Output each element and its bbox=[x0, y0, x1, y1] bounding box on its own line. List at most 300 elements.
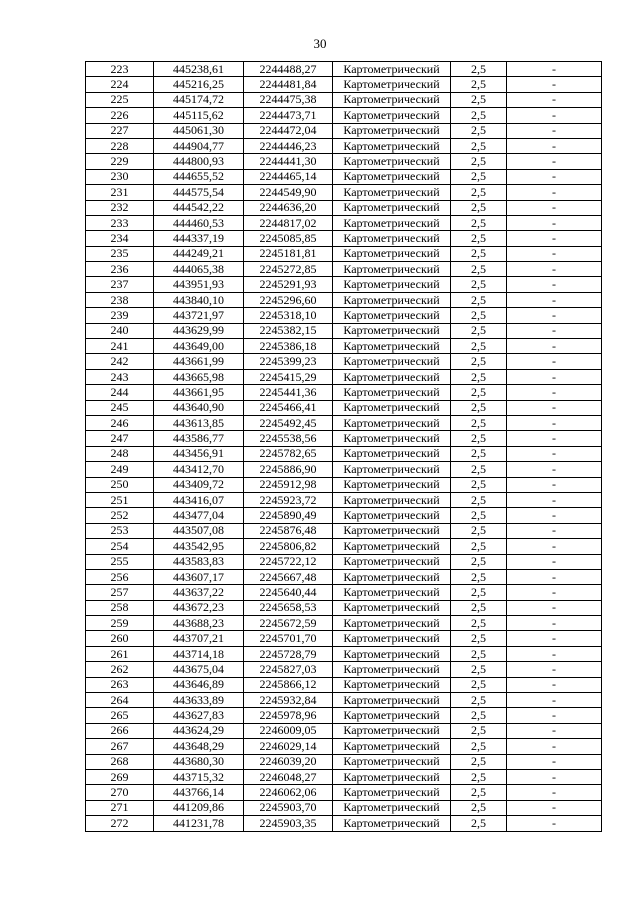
y-coordinate-cell: 2244441,30 bbox=[244, 154, 333, 169]
y-coordinate-cell: 2245399,23 bbox=[244, 354, 333, 369]
point-number-cell: 263 bbox=[86, 677, 154, 692]
method-cell: Картометрический bbox=[333, 277, 451, 292]
accuracy-cell: 2,5 bbox=[451, 446, 507, 461]
table-row bbox=[86, 569, 602, 584]
point-number-cell: 243 bbox=[86, 369, 154, 384]
table-row bbox=[86, 308, 602, 323]
accuracy-cell: 2,5 bbox=[451, 339, 507, 354]
method-cell: Картометрический bbox=[333, 339, 451, 354]
x-coordinate-cell: 443680,30 bbox=[154, 754, 244, 769]
y-coordinate-cell: 2245782,65 bbox=[244, 446, 333, 461]
accuracy-cell: 2,5 bbox=[451, 77, 507, 92]
method-cell: Картометрический bbox=[333, 646, 451, 661]
x-coordinate-cell: 443613,85 bbox=[154, 415, 244, 430]
method-cell: Картометрический bbox=[333, 185, 451, 200]
accuracy-cell: 2,5 bbox=[451, 92, 507, 107]
accuracy-cell: 2,5 bbox=[451, 739, 507, 754]
x-coordinate-cell: 443688,23 bbox=[154, 616, 244, 631]
point-number-cell: 237 bbox=[86, 277, 154, 292]
note-cell: - bbox=[507, 77, 602, 92]
point-number-cell: 238 bbox=[86, 292, 154, 307]
accuracy-cell: 2,5 bbox=[451, 693, 507, 708]
point-number-cell: 252 bbox=[86, 508, 154, 523]
accuracy-cell: 2,5 bbox=[451, 769, 507, 784]
accuracy-cell: 2,5 bbox=[451, 123, 507, 138]
accuracy-cell: 2,5 bbox=[451, 569, 507, 584]
method-cell: Картометрический bbox=[333, 354, 451, 369]
method-cell: Картометрический bbox=[333, 246, 451, 261]
accuracy-cell: 2,5 bbox=[451, 477, 507, 492]
x-coordinate-cell: 444249,21 bbox=[154, 246, 244, 261]
note-cell: - bbox=[507, 446, 602, 461]
method-cell: Картометрический bbox=[333, 231, 451, 246]
table-row bbox=[86, 739, 602, 754]
x-coordinate-cell: 445216,25 bbox=[154, 77, 244, 92]
note-cell: - bbox=[507, 662, 602, 677]
point-number-cell: 250 bbox=[86, 477, 154, 492]
x-coordinate-cell: 444904,77 bbox=[154, 138, 244, 153]
table-row bbox=[86, 138, 602, 153]
table-row bbox=[86, 415, 602, 430]
table-row bbox=[86, 185, 602, 200]
table-row bbox=[86, 277, 602, 292]
point-number-cell: 251 bbox=[86, 492, 154, 507]
note-cell: - bbox=[507, 108, 602, 123]
method-cell: Картометрический bbox=[333, 693, 451, 708]
accuracy-cell: 2,5 bbox=[451, 508, 507, 523]
table-row bbox=[86, 662, 602, 677]
x-coordinate-cell: 443409,72 bbox=[154, 477, 244, 492]
x-coordinate-cell: 443714,18 bbox=[154, 646, 244, 661]
accuracy-cell: 2,5 bbox=[451, 492, 507, 507]
note-cell: - bbox=[507, 492, 602, 507]
x-coordinate-cell: 441209,86 bbox=[154, 800, 244, 815]
note-cell: - bbox=[507, 708, 602, 723]
x-coordinate-cell: 444542,22 bbox=[154, 200, 244, 215]
point-number-cell: 253 bbox=[86, 523, 154, 538]
y-coordinate-cell: 2245876,48 bbox=[244, 523, 333, 538]
point-number-cell: 247 bbox=[86, 431, 154, 446]
note-cell: - bbox=[507, 739, 602, 754]
accuracy-cell: 2,5 bbox=[451, 292, 507, 307]
method-cell: Картометрический bbox=[333, 77, 451, 92]
accuracy-cell: 2,5 bbox=[451, 246, 507, 261]
table-row bbox=[86, 385, 602, 400]
y-coordinate-cell: 2245386,18 bbox=[244, 339, 333, 354]
table-row bbox=[86, 708, 602, 723]
x-coordinate-cell: 443629,99 bbox=[154, 323, 244, 338]
note-cell: - bbox=[507, 585, 602, 600]
point-number-cell: 254 bbox=[86, 539, 154, 554]
y-coordinate-cell: 2245978,96 bbox=[244, 708, 333, 723]
x-coordinate-cell: 443766,14 bbox=[154, 785, 244, 800]
note-cell: - bbox=[507, 339, 602, 354]
point-number-cell: 241 bbox=[86, 339, 154, 354]
note-cell: - bbox=[507, 154, 602, 169]
accuracy-cell: 2,5 bbox=[451, 385, 507, 400]
point-number-cell: 234 bbox=[86, 231, 154, 246]
note-cell: - bbox=[507, 246, 602, 261]
x-coordinate-cell: 443640,90 bbox=[154, 400, 244, 415]
table-row bbox=[86, 123, 602, 138]
note-cell: - bbox=[507, 431, 602, 446]
note-cell: - bbox=[507, 816, 602, 831]
y-coordinate-cell: 2245903,35 bbox=[244, 816, 333, 831]
accuracy-cell: 2,5 bbox=[451, 369, 507, 384]
y-coordinate-cell: 2245890,49 bbox=[244, 508, 333, 523]
y-coordinate-cell: 2245672,59 bbox=[244, 616, 333, 631]
point-number-cell: 245 bbox=[86, 400, 154, 415]
point-number-cell: 266 bbox=[86, 723, 154, 738]
x-coordinate-cell: 444337,19 bbox=[154, 231, 244, 246]
table-row bbox=[86, 616, 602, 631]
table-row bbox=[86, 631, 602, 646]
note-cell: - bbox=[507, 400, 602, 415]
y-coordinate-cell: 2245903,70 bbox=[244, 800, 333, 815]
table-row bbox=[86, 693, 602, 708]
x-coordinate-cell: 443416,07 bbox=[154, 492, 244, 507]
accuracy-cell: 2,5 bbox=[451, 308, 507, 323]
note-cell: - bbox=[507, 308, 602, 323]
point-number-cell: 255 bbox=[86, 554, 154, 569]
method-cell: Картометрический bbox=[333, 600, 451, 615]
method-cell: Картометрический bbox=[333, 215, 451, 230]
point-number-cell: 228 bbox=[86, 138, 154, 153]
table-row bbox=[86, 262, 602, 277]
point-number-cell: 244 bbox=[86, 385, 154, 400]
y-coordinate-cell: 2244481,84 bbox=[244, 77, 333, 92]
note-cell: - bbox=[507, 169, 602, 184]
method-cell: Картометрический bbox=[333, 569, 451, 584]
point-number-cell: 269 bbox=[86, 769, 154, 784]
y-coordinate-cell: 2246048,27 bbox=[244, 769, 333, 784]
note-cell: - bbox=[507, 569, 602, 584]
y-coordinate-cell: 2244473,71 bbox=[244, 108, 333, 123]
accuracy-cell: 2,5 bbox=[451, 800, 507, 815]
note-cell: - bbox=[507, 523, 602, 538]
note-cell: - bbox=[507, 415, 602, 430]
note-cell: - bbox=[507, 693, 602, 708]
x-coordinate-cell: 444575,54 bbox=[154, 185, 244, 200]
y-coordinate-cell: 2246009,05 bbox=[244, 723, 333, 738]
accuracy-cell: 2,5 bbox=[451, 231, 507, 246]
method-cell: Картометрический bbox=[333, 508, 451, 523]
accuracy-cell: 2,5 bbox=[451, 816, 507, 831]
accuracy-cell: 2,5 bbox=[451, 323, 507, 338]
accuracy-cell: 2,5 bbox=[451, 431, 507, 446]
point-number-cell: 231 bbox=[86, 185, 154, 200]
method-cell: Картометрический bbox=[333, 169, 451, 184]
y-coordinate-cell: 2245318,10 bbox=[244, 308, 333, 323]
note-cell: - bbox=[507, 62, 602, 77]
method-cell: Картометрический bbox=[333, 554, 451, 569]
method-cell: Картометрический bbox=[333, 200, 451, 215]
method-cell: Картометрический bbox=[333, 415, 451, 430]
point-number-cell: 259 bbox=[86, 616, 154, 631]
x-coordinate-cell: 443477,04 bbox=[154, 508, 244, 523]
point-number-cell: 235 bbox=[86, 246, 154, 261]
note-cell: - bbox=[507, 769, 602, 784]
accuracy-cell: 2,5 bbox=[451, 554, 507, 569]
y-coordinate-cell: 2244636,20 bbox=[244, 200, 333, 215]
accuracy-cell: 2,5 bbox=[451, 400, 507, 415]
table-row bbox=[86, 339, 602, 354]
table-row bbox=[86, 462, 602, 477]
note-cell: - bbox=[507, 231, 602, 246]
table-row bbox=[86, 785, 602, 800]
x-coordinate-cell: 443715,32 bbox=[154, 769, 244, 784]
y-coordinate-cell: 2245085,85 bbox=[244, 231, 333, 246]
accuracy-cell: 2,5 bbox=[451, 108, 507, 123]
x-coordinate-cell: 444800,93 bbox=[154, 154, 244, 169]
point-number-cell: 262 bbox=[86, 662, 154, 677]
note-cell: - bbox=[507, 477, 602, 492]
x-coordinate-cell: 443456,91 bbox=[154, 446, 244, 461]
accuracy-cell: 2,5 bbox=[451, 708, 507, 723]
method-cell: Картометрический bbox=[333, 431, 451, 446]
table-row bbox=[86, 539, 602, 554]
y-coordinate-cell: 2245466,41 bbox=[244, 400, 333, 415]
method-cell: Картометрический bbox=[333, 585, 451, 600]
method-cell: Картометрический bbox=[333, 262, 451, 277]
x-coordinate-cell: 443661,99 bbox=[154, 354, 244, 369]
y-coordinate-cell: 2245658,53 bbox=[244, 600, 333, 615]
note-cell: - bbox=[507, 508, 602, 523]
y-coordinate-cell: 2244446,23 bbox=[244, 138, 333, 153]
y-coordinate-cell: 2245441,36 bbox=[244, 385, 333, 400]
y-coordinate-cell: 2244465,14 bbox=[244, 169, 333, 184]
method-cell: Картометрический bbox=[333, 123, 451, 138]
table-row bbox=[86, 169, 602, 184]
note-cell: - bbox=[507, 677, 602, 692]
note-cell: - bbox=[507, 554, 602, 569]
table-row bbox=[86, 477, 602, 492]
method-cell: Картометрический bbox=[333, 677, 451, 692]
y-coordinate-cell: 2245382,15 bbox=[244, 323, 333, 338]
method-cell: Картометрический bbox=[333, 92, 451, 107]
table-row bbox=[86, 431, 602, 446]
x-coordinate-cell: 441231,78 bbox=[154, 816, 244, 831]
table-row bbox=[86, 677, 602, 692]
table-row bbox=[86, 585, 602, 600]
x-coordinate-cell: 443627,83 bbox=[154, 708, 244, 723]
accuracy-cell: 2,5 bbox=[451, 585, 507, 600]
note-cell: - bbox=[507, 323, 602, 338]
x-coordinate-cell: 443665,98 bbox=[154, 369, 244, 384]
x-coordinate-cell: 445174,72 bbox=[154, 92, 244, 107]
method-cell: Картометрический bbox=[333, 154, 451, 169]
note-cell: - bbox=[507, 215, 602, 230]
y-coordinate-cell: 2246062,06 bbox=[244, 785, 333, 800]
method-cell: Картометрический bbox=[333, 631, 451, 646]
method-cell: Картометрический bbox=[333, 385, 451, 400]
y-coordinate-cell: 2245291,93 bbox=[244, 277, 333, 292]
note-cell: - bbox=[507, 800, 602, 815]
table-row bbox=[86, 446, 602, 461]
note-cell: - bbox=[507, 539, 602, 554]
y-coordinate-cell: 2245640,44 bbox=[244, 585, 333, 600]
y-coordinate-cell: 2245806,82 bbox=[244, 539, 333, 554]
accuracy-cell: 2,5 bbox=[451, 662, 507, 677]
table-row bbox=[86, 215, 602, 230]
x-coordinate-cell: 443649,00 bbox=[154, 339, 244, 354]
point-number-cell: 224 bbox=[86, 77, 154, 92]
y-coordinate-cell: 2245296,60 bbox=[244, 292, 333, 307]
table-row bbox=[86, 354, 602, 369]
method-cell: Картометрический bbox=[333, 816, 451, 831]
y-coordinate-cell: 2245932,84 bbox=[244, 693, 333, 708]
table-row bbox=[86, 246, 602, 261]
method-cell: Картометрический bbox=[333, 400, 451, 415]
y-coordinate-cell: 2244549,90 bbox=[244, 185, 333, 200]
table-row bbox=[86, 554, 602, 569]
method-cell: Картометрический bbox=[333, 62, 451, 77]
note-cell: - bbox=[507, 462, 602, 477]
table-row bbox=[86, 62, 602, 77]
accuracy-cell: 2,5 bbox=[451, 62, 507, 77]
point-number-cell: 230 bbox=[86, 169, 154, 184]
table-row bbox=[86, 400, 602, 415]
method-cell: Картометрический bbox=[333, 754, 451, 769]
method-cell: Картометрический bbox=[333, 616, 451, 631]
point-number-cell: 264 bbox=[86, 693, 154, 708]
point-number-cell: 261 bbox=[86, 646, 154, 661]
point-number-cell: 267 bbox=[86, 739, 154, 754]
page-number: 30 bbox=[313, 36, 327, 51]
note-cell: - bbox=[507, 785, 602, 800]
table-row bbox=[86, 646, 602, 661]
point-number-cell: 233 bbox=[86, 215, 154, 230]
note-cell: - bbox=[507, 277, 602, 292]
x-coordinate-cell: 443707,21 bbox=[154, 631, 244, 646]
accuracy-cell: 2,5 bbox=[451, 646, 507, 661]
point-number-cell: 249 bbox=[86, 462, 154, 477]
method-cell: Картометрический bbox=[333, 369, 451, 384]
method-cell: Картометрический bbox=[333, 723, 451, 738]
note-cell: - bbox=[507, 262, 602, 277]
note-cell: - bbox=[507, 354, 602, 369]
method-cell: Картометрический bbox=[333, 292, 451, 307]
table-row bbox=[86, 108, 602, 123]
y-coordinate-cell: 2245181,81 bbox=[244, 246, 333, 261]
point-number-cell: 246 bbox=[86, 415, 154, 430]
x-coordinate-cell: 444655,52 bbox=[154, 169, 244, 184]
method-cell: Картометрический bbox=[333, 492, 451, 507]
accuracy-cell: 2,5 bbox=[451, 215, 507, 230]
point-number-cell: 227 bbox=[86, 123, 154, 138]
method-cell: Картометрический bbox=[333, 308, 451, 323]
note-cell: - bbox=[507, 138, 602, 153]
point-number-cell: 223 bbox=[86, 62, 154, 77]
x-coordinate-cell: 443586,77 bbox=[154, 431, 244, 446]
accuracy-cell: 2,5 bbox=[451, 600, 507, 615]
x-coordinate-cell: 443951,93 bbox=[154, 277, 244, 292]
method-cell: Картометрический bbox=[333, 662, 451, 677]
y-coordinate-cell: 2245923,72 bbox=[244, 492, 333, 507]
x-coordinate-cell: 443507,08 bbox=[154, 523, 244, 538]
method-cell: Картометрический bbox=[333, 539, 451, 554]
point-number-cell: 260 bbox=[86, 631, 154, 646]
accuracy-cell: 2,5 bbox=[451, 723, 507, 738]
point-number-cell: 272 bbox=[86, 816, 154, 831]
table-row bbox=[86, 800, 602, 815]
x-coordinate-cell: 443721,97 bbox=[154, 308, 244, 323]
y-coordinate-cell: 2245538,56 bbox=[244, 431, 333, 446]
x-coordinate-cell: 444065,38 bbox=[154, 262, 244, 277]
point-number-cell: 239 bbox=[86, 308, 154, 323]
point-number-cell: 256 bbox=[86, 569, 154, 584]
y-coordinate-cell: 2245272,85 bbox=[244, 262, 333, 277]
note-cell: - bbox=[507, 185, 602, 200]
method-cell: Картометрический bbox=[333, 769, 451, 784]
point-number-cell: 229 bbox=[86, 154, 154, 169]
method-cell: Картометрический bbox=[333, 323, 451, 338]
x-coordinate-cell: 443583,83 bbox=[154, 554, 244, 569]
method-cell: Картометрический bbox=[333, 477, 451, 492]
x-coordinate-cell: 444460,53 bbox=[154, 215, 244, 230]
accuracy-cell: 2,5 bbox=[451, 277, 507, 292]
accuracy-cell: 2,5 bbox=[451, 154, 507, 169]
note-cell: - bbox=[507, 292, 602, 307]
note-cell: - bbox=[507, 631, 602, 646]
accuracy-cell: 2,5 bbox=[451, 631, 507, 646]
x-coordinate-cell: 443412,70 bbox=[154, 462, 244, 477]
x-coordinate-cell: 443648,29 bbox=[154, 739, 244, 754]
x-coordinate-cell: 443646,89 bbox=[154, 677, 244, 692]
x-coordinate-cell: 443840,10 bbox=[154, 292, 244, 307]
accuracy-cell: 2,5 bbox=[451, 415, 507, 430]
method-cell: Картометрический bbox=[333, 785, 451, 800]
table-row bbox=[86, 92, 602, 107]
x-coordinate-cell: 443633,89 bbox=[154, 693, 244, 708]
table-row bbox=[86, 600, 602, 615]
note-cell: - bbox=[507, 616, 602, 631]
point-number-cell: 258 bbox=[86, 600, 154, 615]
method-cell: Картометрический bbox=[333, 462, 451, 477]
note-cell: - bbox=[507, 123, 602, 138]
table-row bbox=[86, 200, 602, 215]
point-number-cell: 265 bbox=[86, 708, 154, 723]
method-cell: Картометрический bbox=[333, 523, 451, 538]
note-cell: - bbox=[507, 600, 602, 615]
point-number-cell: 248 bbox=[86, 446, 154, 461]
point-number-cell: 240 bbox=[86, 323, 154, 338]
x-coordinate-cell: 443624,29 bbox=[154, 723, 244, 738]
table-row bbox=[86, 77, 602, 92]
y-coordinate-cell: 2245728,79 bbox=[244, 646, 333, 661]
x-coordinate-cell: 443607,17 bbox=[154, 569, 244, 584]
y-coordinate-cell: 2244475,38 bbox=[244, 92, 333, 107]
table-row bbox=[86, 231, 602, 246]
accuracy-cell: 2,5 bbox=[451, 169, 507, 184]
x-coordinate-cell: 445238,61 bbox=[154, 62, 244, 77]
point-number-cell: 271 bbox=[86, 800, 154, 815]
accuracy-cell: 2,5 bbox=[451, 262, 507, 277]
table-row bbox=[86, 816, 602, 831]
y-coordinate-cell: 2245827,03 bbox=[244, 662, 333, 677]
method-cell: Картометрический bbox=[333, 739, 451, 754]
x-coordinate-cell: 443675,04 bbox=[154, 662, 244, 677]
accuracy-cell: 2,5 bbox=[451, 185, 507, 200]
table-row bbox=[86, 523, 602, 538]
point-number-cell: 242 bbox=[86, 354, 154, 369]
point-number-cell: 232 bbox=[86, 200, 154, 215]
y-coordinate-cell: 2245415,29 bbox=[244, 369, 333, 384]
y-coordinate-cell: 2245722,12 bbox=[244, 554, 333, 569]
coordinates-table-body bbox=[86, 62, 602, 832]
note-cell: - bbox=[507, 92, 602, 107]
point-number-cell: 257 bbox=[86, 585, 154, 600]
